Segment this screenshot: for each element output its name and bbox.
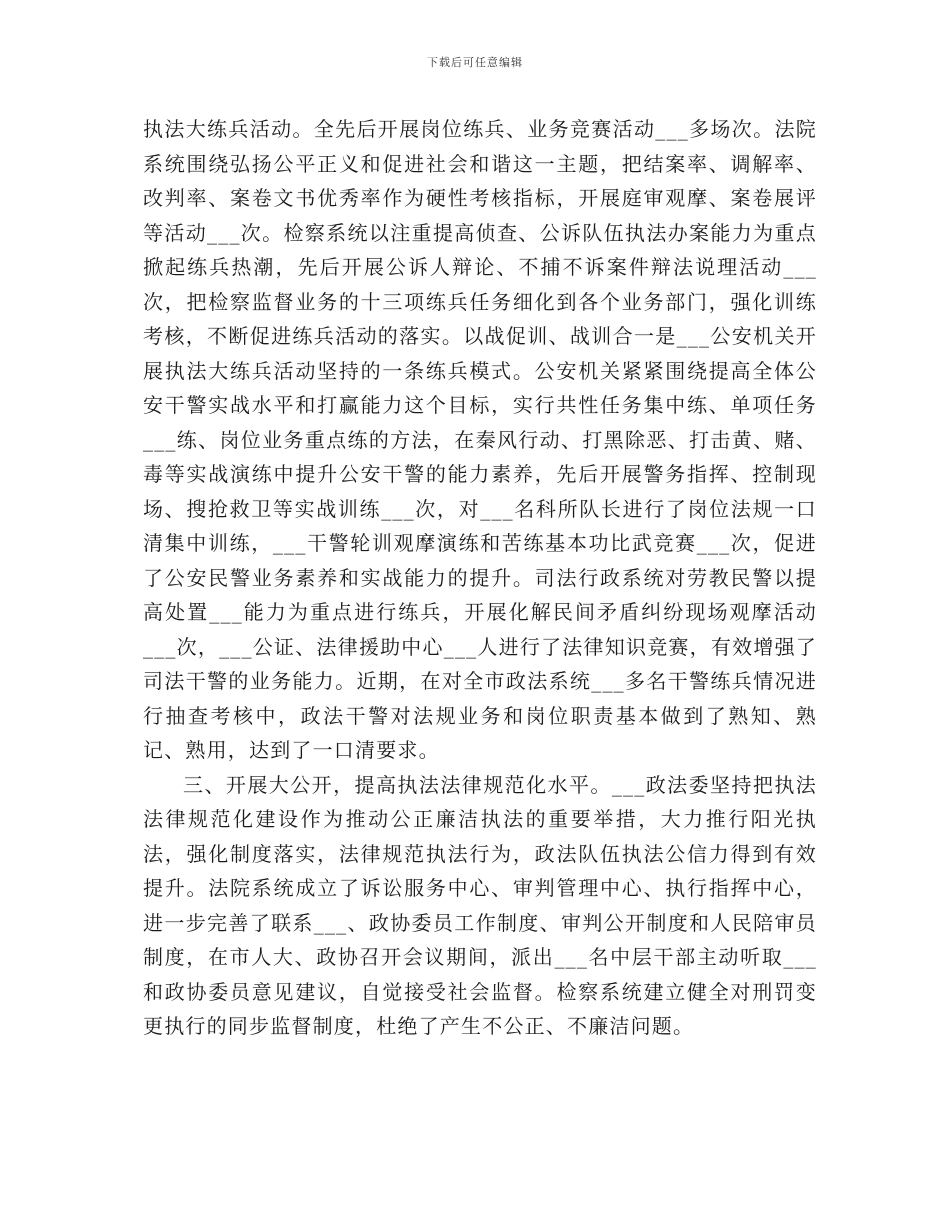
- document-body: [143, 112, 817, 1044]
- paragraph-continuation: 执法大练兵活动。全先后开展岗位练兵、业务竞赛活动___多场次。法院系统围绕弘扬公平正义和促进社会和谐这一主题，把结案率、调解率、改判率、案卷文书优秀率作为硬性考核指标，开展庭审观摩、案卷展评等活动___次。检察系统以注重提高侦查、公诉队伍执法办案能力为重点掀起练兵热潮，先后开展公诉人辩论、不捕不诉案件辩法说理活动___次，把检察监督业务的十三项练兵任务细化到各个业务部门，强化训练考核，不断促进练兵活动的落实。以战促训、战训合一是___公安机关开展执法大练兵活动坚持的一条练兵模式。公安机关紧紧围绕提高全体公安干警实战水平和打赢能力这个目标，实行共性任务集中练、单项任务___练、岗位业务重点练的方法，在秦风行动、打黑除恶、打击黄、赌、毒等实战演练中提升公安干警的能力素养，先后开展警务指挥、控制现场、搜抢救卫等实战训练___次，对___名科所队长进行了岗位法规一口清集中训练，___干警轮训观摩演练和苦练基本功比武竞赛___次，促进了公安民警业务素养和实战能力的提升。司法行政系统对劳教民警以提高处置___能力为重点进行练兵，开展化解民间矛盾纠纷现场观摩活动___次，___公证、法律援助中心___人进行了法律知识竞赛，有效增强了司法干警的业务能力。近期，在对全市政法系统___多名干警练兵情况进行抽查考核中，政法干警对法规业务和岗位职责基本做到了熟知、熟记、熟用，达到了一口清要求。: [143, 117, 817, 762]
- paragraph-section-three: 三、开展大公开，提高执法法律规范化水平。___政法委坚持把执法法律规范化建设作为推动公正廉洁执法的重要举措，大力推行阳光执法，强化制度落实，法律规范执法行为，政法队伍执法公信力得到有效提升。法院系统成立了诉讼服务中心、审判管理中心、执行指挥中心，进一步完善了联系___、政协委员工作制度、审判公开制度和人民陪审员制度，在市人大、政协召开会议期间，派出___名中层干部主动听取___和政协委员意见建议，自觉接受社会监督。检察系统建立健全对刑罚变更执行的同步监督制度，杜绝了产生不公正、不廉洁问题。: [143, 772, 817, 1038]
- page-header: 下载后可任意编辑: [427, 56, 523, 69]
